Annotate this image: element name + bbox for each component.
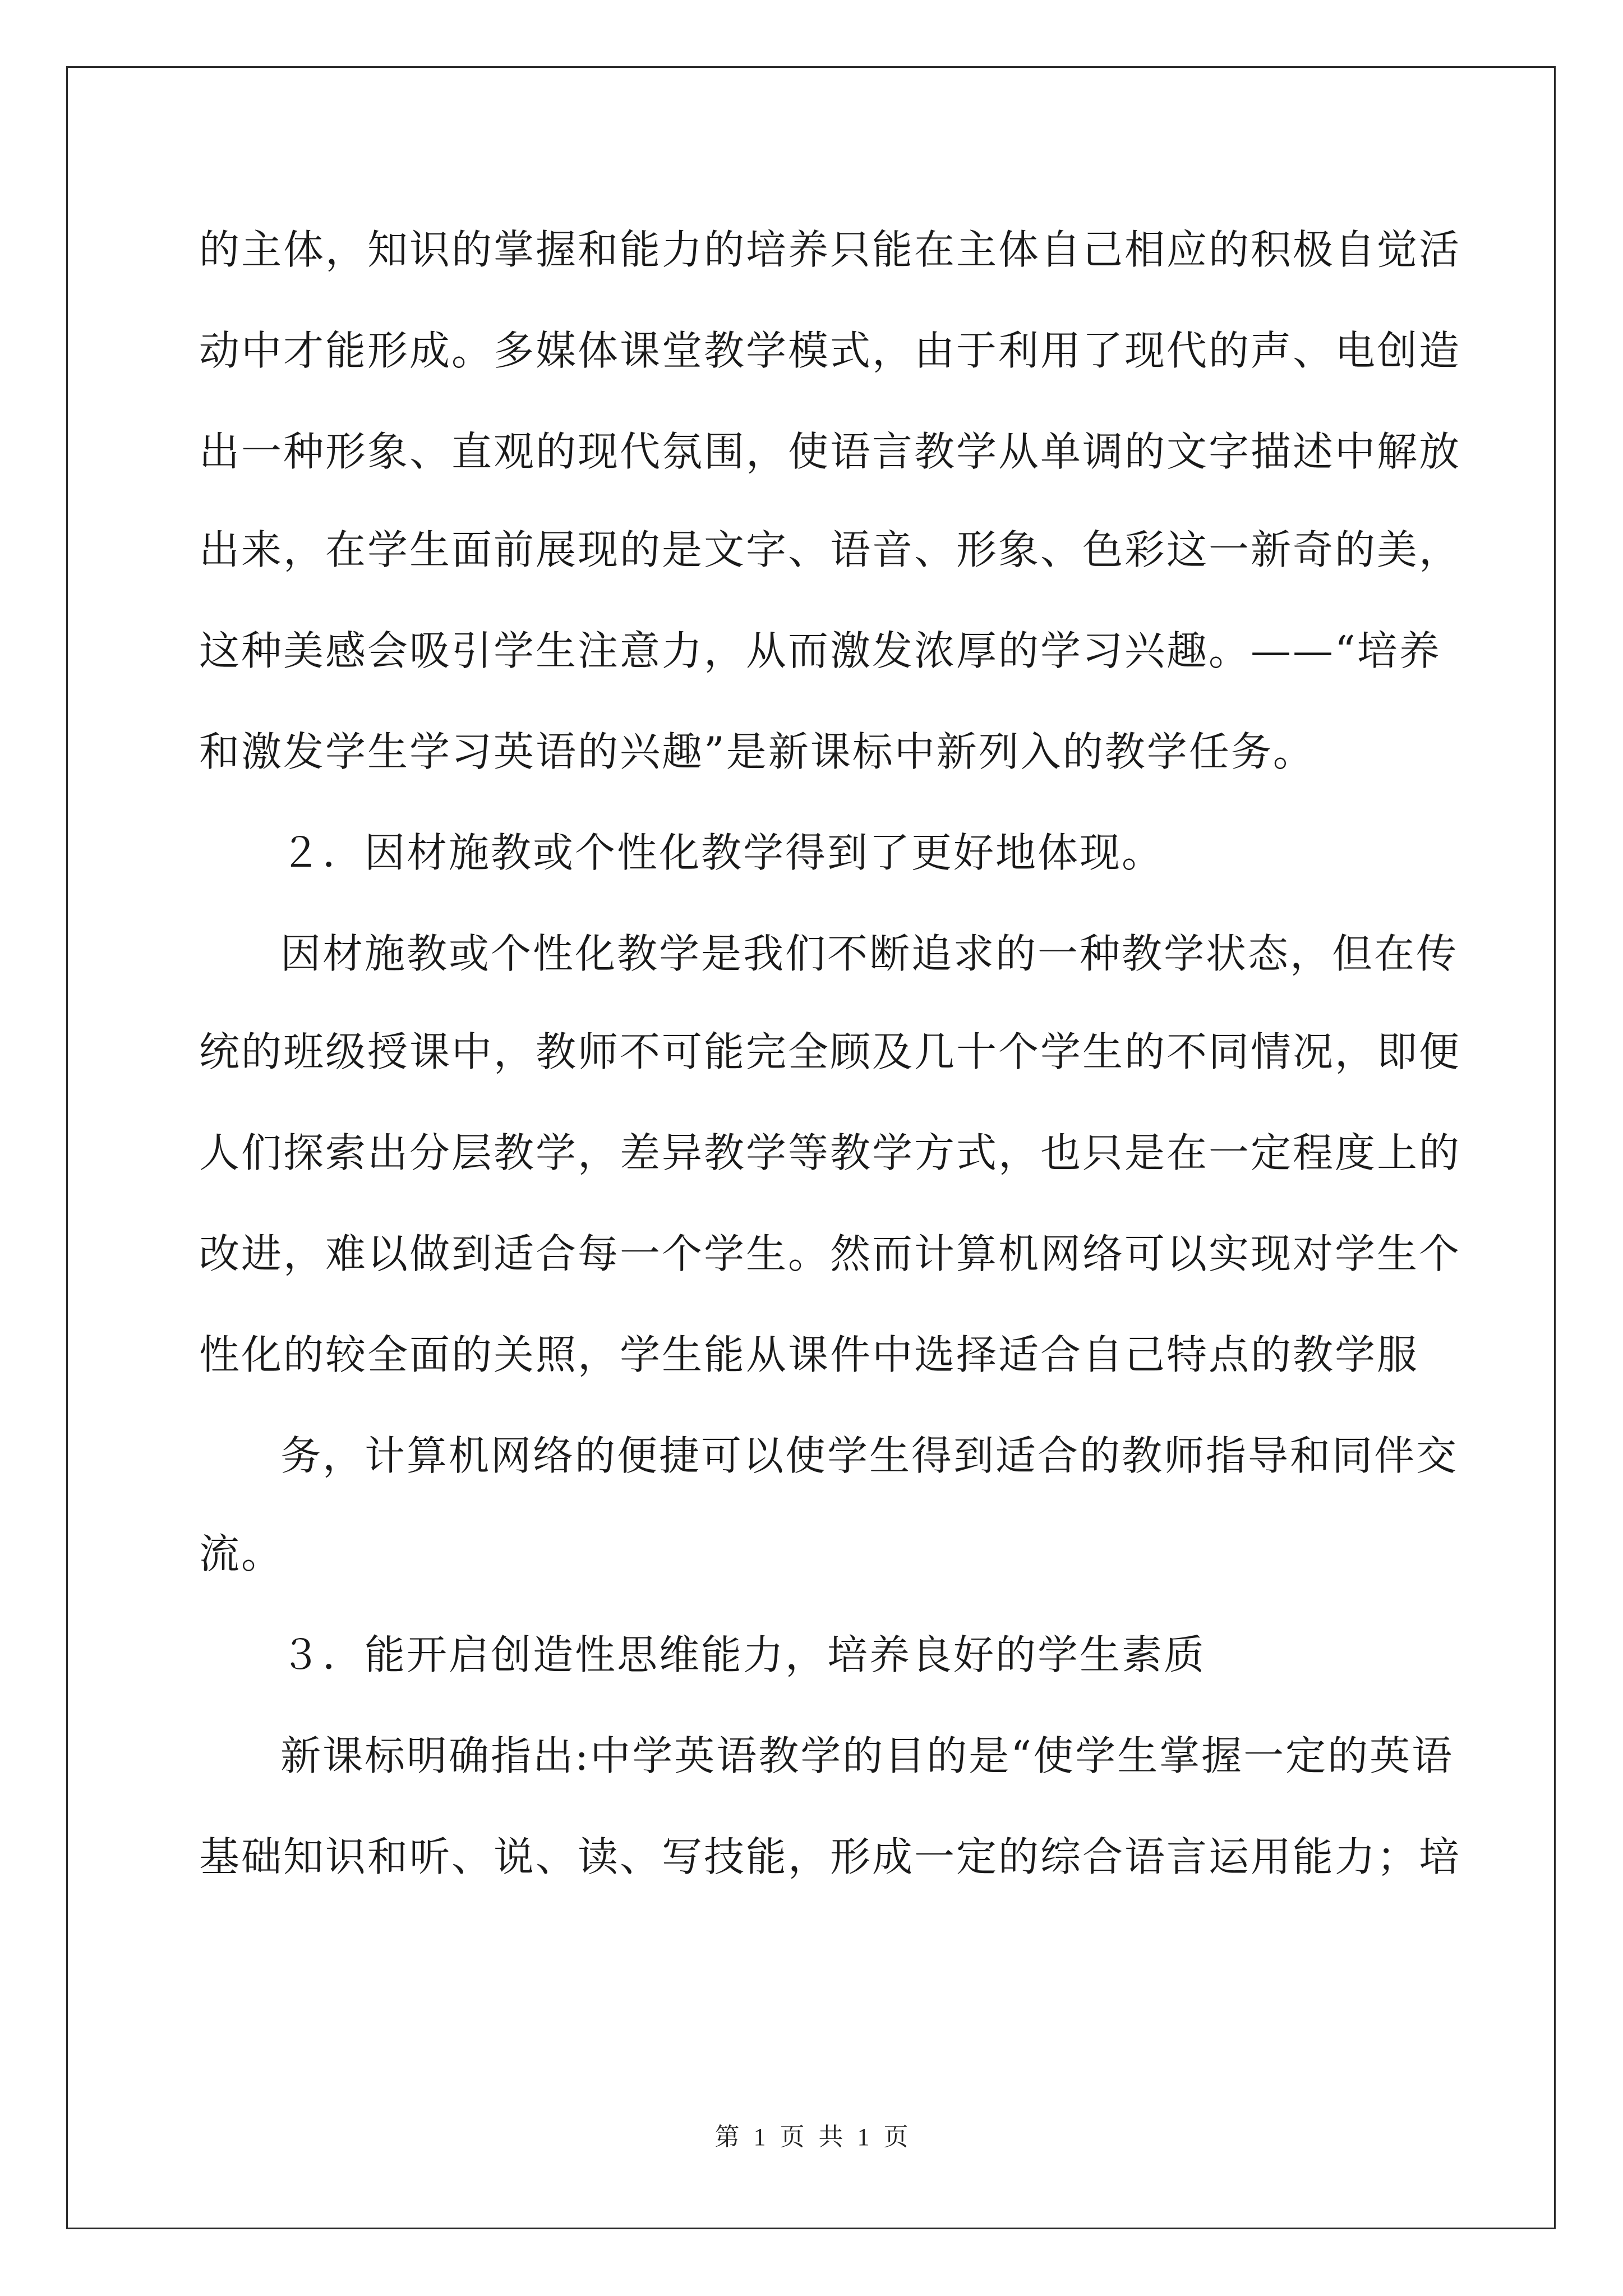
paragraph-1-line-1: 的主体，知识的掌握和能力的培养只能在主体自己相应的积极自觉活 [199,226,1461,273]
paragraph-3-line-3: 人们探索出分层教学，差异教学等教学方式，也只是在一定程度上的 [199,1129,1461,1176]
page-footer: 第 1 页 共 1 页 [714,2123,909,2151]
paragraph-4-line-2: 流。 [199,1530,284,1577]
paragraph-3-line-5: 性化的较全面的关照，学生能从课件中选择适合自己特点的教学服 [199,1331,1419,1378]
paragraph-6-line-2: 基础知识和听、说、读、写技能，形成一定的综合语言运用能力；培 [199,1833,1461,1880]
paragraph-1-line-4: 出来，在学生面前展现的是文字、语音、形象、色彩这一新奇的美， [199,526,1461,573]
paragraph-3-line-1: 因材施教或个性化教学是我们不断追求的一种教学状态，但在传 [280,930,1459,977]
paragraph-1-line-5: 这种美感会吸引学生注意力，从而激发浓厚的学习兴趣。——“培养 [199,627,1441,674]
paragraph-1-line-6: 和激发学生学习英语的兴趣”是新课标中新列入的教学任务。 [199,728,1315,775]
paragraph-3-line-4: 改进，难以做到适合每一个学生。然而计算机网络可以实现对学生个 [199,1230,1461,1277]
section-heading-2: ２．因材施教或个性化教学得到了更好地体现。 [280,829,1164,876]
paragraph-6-line-1: 新课标明确指出:中学英语教学的目的是“使学生掌握一定的英语 [280,1732,1454,1779]
paragraph-4-line-1: 务，计算机网络的便捷可以使学生得到适合的教师指导和同伴交 [280,1432,1459,1479]
section-heading-3: ３．能开启创造性思维能力，培养良好的学生素质 [280,1631,1206,1678]
paragraph-3-line-2: 统的班级授课中，教师不可能完全顾及几十个学生的不同情况，即便 [199,1028,1461,1075]
paragraph-1-line-3: 出一种形象、直观的现代氛围，使语言教学从单调的文字描述中解放 [199,428,1461,475]
paragraph-1-line-2: 动中才能形成。多媒体课堂教学模式，由于利用了现代的声、电创造 [199,327,1461,374]
